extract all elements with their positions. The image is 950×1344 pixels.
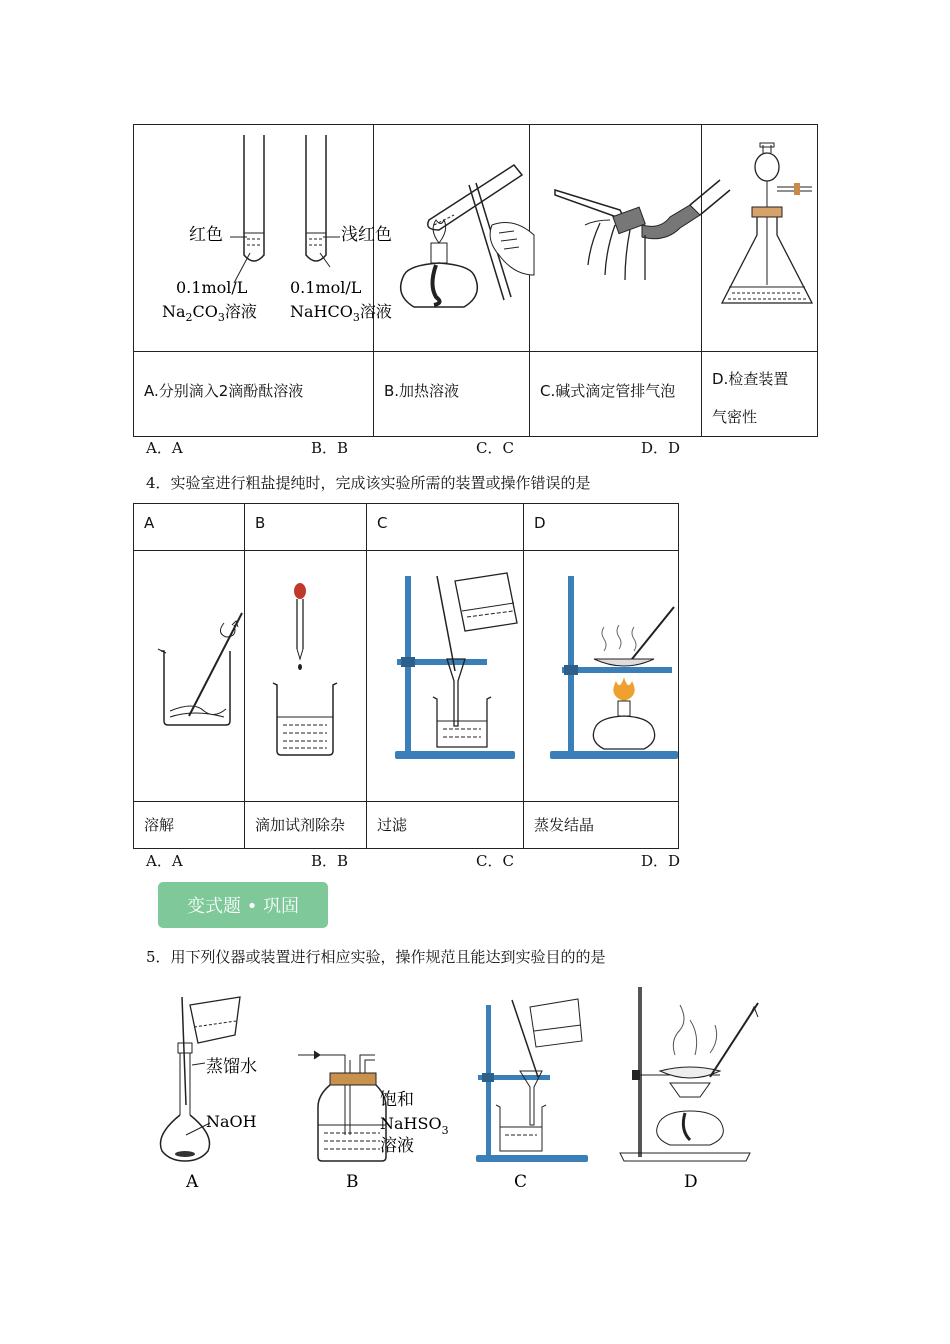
- saturated-label: 饱和: [380, 1090, 414, 1110]
- red-label: 红色: [189, 225, 223, 245]
- naoh-label: NaOH: [206, 1112, 257, 1131]
- q5-letter-d: D: [684, 1172, 698, 1192]
- q3-option-d[interactable]: D．D: [641, 439, 681, 457]
- q4-header-b: B: [245, 504, 367, 551]
- left-conc-label: 0.1mol/L: [176, 278, 248, 297]
- q3-caption-c: C.碱式滴定管排气泡: [530, 352, 702, 437]
- q4-header-d: D: [524, 504, 679, 551]
- q3-caption-d-line2: 气密性: [712, 408, 758, 426]
- q4-option-b[interactable]: B．B: [311, 852, 349, 870]
- q4-figure-a: [134, 551, 245, 802]
- q4-header-c: C: [367, 504, 524, 551]
- q3-option-b[interactable]: B．B: [311, 439, 349, 457]
- filtration-setup-illustration: [367, 551, 523, 797]
- airtightness-flask-illustration: [702, 125, 817, 347]
- q4-figure-c: [367, 551, 524, 802]
- test-tubes-illustration: [134, 125, 392, 347]
- q5-letter-b: B: [346, 1172, 359, 1192]
- q3-option-a[interactable]: A．A: [146, 439, 183, 457]
- variant-practice-badge: 变式题 • 巩固: [158, 882, 328, 928]
- q4-header-a: A: [134, 504, 245, 551]
- q5-figure-a: [160, 997, 257, 1161]
- q3-figure-a: [134, 125, 392, 352]
- q3-table: [133, 124, 818, 437]
- q4-table: [133, 503, 679, 849]
- nahco3-label: NaHCO$_3$溶液: [290, 302, 392, 324]
- q3-caption-a: A.分别滴入2滴酚酞溶液: [134, 352, 374, 437]
- q5-stem: 5．用下列仪器或装置进行相应实验，操作规范且能达到实验目的的是: [146, 948, 606, 966]
- q5-figure-c: [476, 999, 588, 1162]
- q4-caption-d: 蒸发结晶: [524, 802, 679, 849]
- q3-figure-d: [702, 125, 818, 352]
- distilled-water-label: 蒸馏水: [206, 1057, 257, 1077]
- q4-caption-c: 过滤: [367, 802, 524, 849]
- q4-caption-b: 滴加试剂除杂: [245, 802, 367, 849]
- right-conc-label: 0.1mol/L: [290, 278, 362, 297]
- q5-letter-c: C: [514, 1172, 528, 1192]
- q4-figure-d: [524, 551, 679, 802]
- q3-figure-b: [374, 125, 530, 352]
- q3-caption-d: [702, 352, 818, 437]
- q4-figure-b: [245, 551, 367, 802]
- q4-stem: 4．实验室进行粗盐提纯时，完成该实验所需的装置或操作错误的是: [146, 474, 591, 492]
- q3-caption-d-line1: D.检查装置: [712, 370, 789, 388]
- evaporation-setup-illustration: [524, 551, 678, 797]
- na2co3-label: $Na_2CO_3$溶液: [162, 302, 257, 324]
- q5-figure-b: [298, 1051, 449, 1161]
- light-red-label: 浅红色: [341, 225, 392, 245]
- q3-figure-c: [530, 125, 702, 352]
- q4-option-a[interactable]: A．A: [146, 852, 183, 870]
- q4-option-d[interactable]: D．D: [641, 852, 681, 870]
- q5-letter-a: A: [186, 1172, 199, 1192]
- q5-figures: [150, 985, 770, 1195]
- q4-option-c[interactable]: C．C: [476, 852, 514, 870]
- q5-figure-d: [620, 987, 758, 1161]
- heating-tube-illustration: [374, 125, 529, 347]
- nahso3-label: NaHSO$_3$: [380, 1114, 449, 1137]
- dissolve-beaker-illustration: [134, 551, 244, 797]
- dropper-beaker-illustration: [245, 551, 366, 797]
- q4-caption-a: 溶解: [134, 802, 245, 849]
- burette-bubble-illustration: [530, 125, 701, 347]
- q3-caption-b: B.加热溶液: [374, 352, 530, 437]
- solution-label: 溶液: [380, 1136, 414, 1156]
- q3-option-c[interactable]: C．C: [476, 439, 514, 457]
